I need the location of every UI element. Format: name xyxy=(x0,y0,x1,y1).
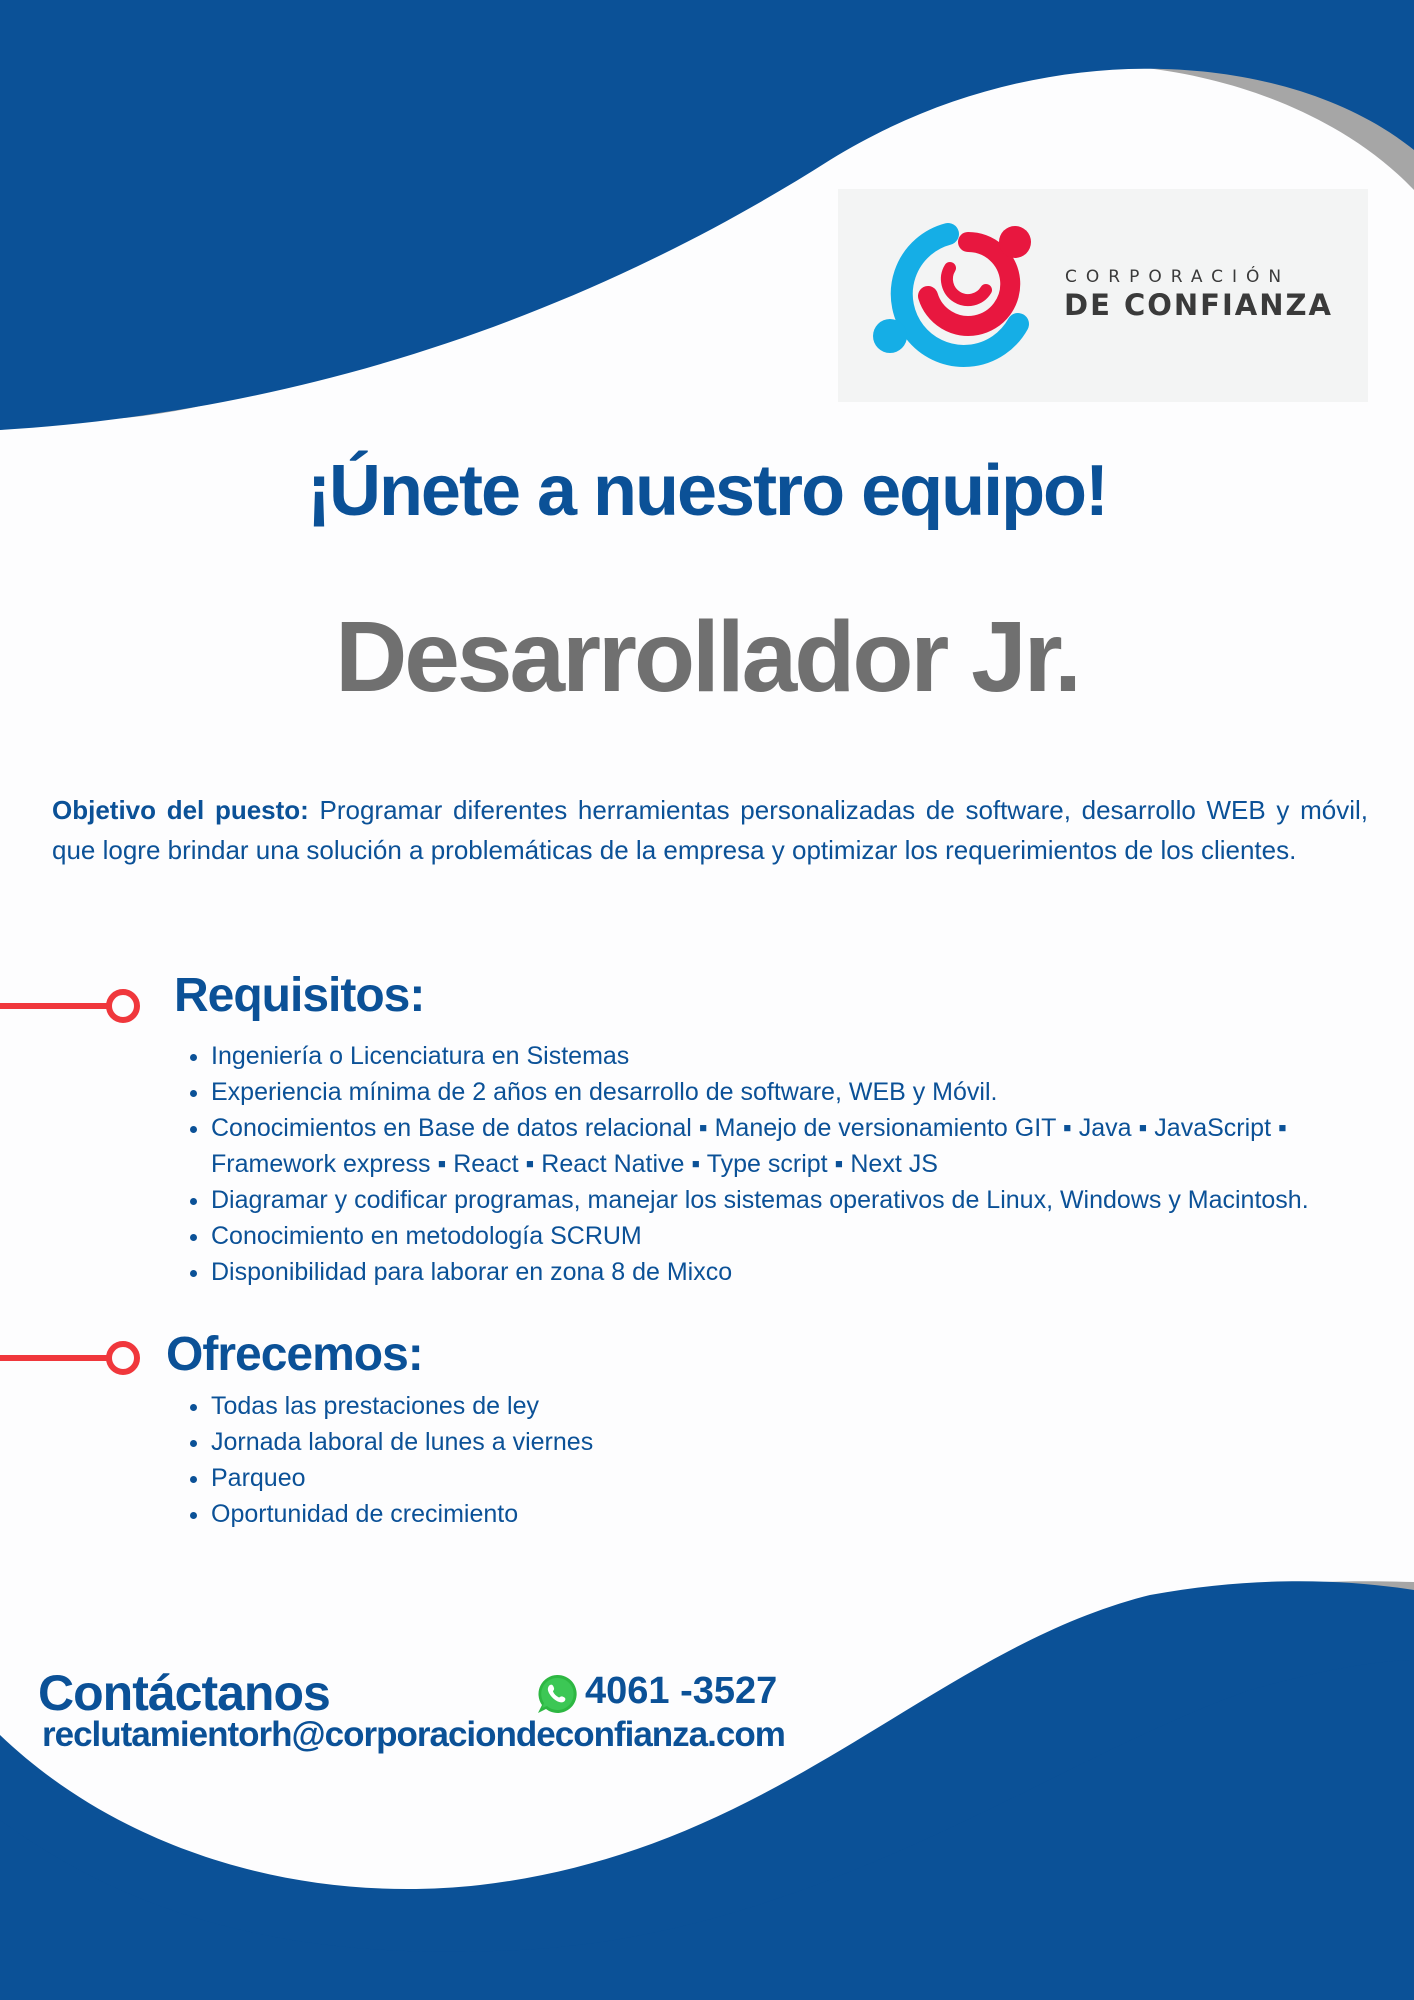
email-address[interactable]: reclutamientorh@corporaciondeconfianza.com xyxy=(42,1715,785,1754)
objective-text: Programar diferentes herramientas personalizadas de software, desarrollo WEB y móvil, que logre brindar una solución a problemáticas de la empresa y optimizar los requerimientos de los clientes. xyxy=(52,795,1368,865)
list-item: • Disponibilidad para laborar en zona 8 de Mixco xyxy=(211,1254,1361,1290)
requirements-title: Requisitos: xyxy=(174,969,425,1022)
offer-marker-line xyxy=(0,1355,108,1361)
list-item: • Conocimientos en Base de datos relacional ▪ Manejo de versionamiento GIT ▪ Java ▪ JavaScript ▪ Framework express ▪ React ▪ React Native ▪ Type script ▪ Next JS xyxy=(211,1110,1291,1182)
headline: ¡Únete a nuestro equipo! xyxy=(306,451,1108,531)
offer-title: Ofrecemos: xyxy=(166,1328,423,1381)
offer-list xyxy=(186,1388,1111,1532)
job-title: Desarrollador Jr. xyxy=(335,601,1079,713)
list-item: • Experiencia mínima de 2 años en desarrollo de software, WEB y Móvil. xyxy=(211,1074,1361,1110)
list-item: • Conocimiento en metodología SCRUM xyxy=(211,1218,1361,1254)
whatsapp-icon xyxy=(535,1672,579,1716)
logo-text-bottom: DE CONFIANZA xyxy=(1064,288,1333,322)
list-item: • Ingeniería o Licenciatura en Sistemas xyxy=(211,1038,1361,1074)
list-item: • Oportunidad de crecimiento xyxy=(211,1496,1111,1532)
list-item: • Todas las prestaciones de ley xyxy=(211,1388,1111,1424)
requirements-marker-line xyxy=(0,1003,108,1009)
list-item: • Jornada laboral de lunes a viernes xyxy=(211,1424,1111,1460)
requirements-marker-ring xyxy=(106,989,140,1023)
logo-text-top: CORPORACIÓN xyxy=(1065,267,1291,287)
phone-number[interactable]: 4061 -3527 xyxy=(585,1670,778,1712)
requirements-list xyxy=(186,1038,1361,1290)
contact-title: Contáctanos xyxy=(38,1665,330,1721)
company-logo-card xyxy=(838,189,1368,402)
list-item: • Diagramar y codificar programas, manejar los sistemas operativos de Linux, Windows y Macintosh. xyxy=(211,1182,1361,1218)
objective-paragraph xyxy=(52,790,1368,870)
company-logo-icon xyxy=(868,214,1048,374)
objective-label: Objetivo del puesto: xyxy=(52,795,309,825)
offer-marker-ring xyxy=(106,1341,140,1375)
list-item: • Parqueo xyxy=(211,1460,1111,1496)
